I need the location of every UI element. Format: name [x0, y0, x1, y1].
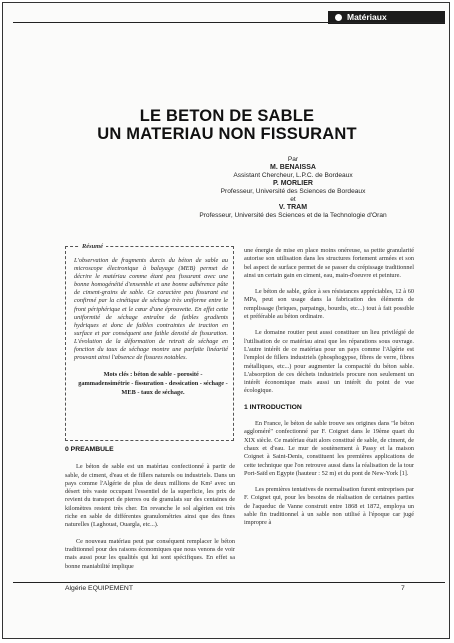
- introduction-heading: 1 INTRODUCTION: [244, 403, 302, 411]
- page-number: 7: [401, 585, 405, 592]
- keywords: Mots clés : béton de sable - porosité - gammadensimétrie - fissuration - dessication - séchage - MEB - taux de séchage.: [78, 371, 228, 396]
- bullet-icon: [335, 14, 342, 21]
- author1-name: M. BENAISSA: [270, 164, 316, 171]
- section-tag-label: Matériaux: [347, 12, 387, 22]
- author2-name: P. MORLIER: [273, 180, 313, 187]
- abstract-text: L'observation de fragments durcis du béton de sable au microscope électronique à balayage (MEB) permet de décrire le matériau comme étant peu fissurant avec une bonne homogénéité d'ensemble et une bonne adhérence pâte de ciment-grains de sable. Ce caractère peu fissurant est confirmé par la cinétique de séchage très uniforme entre le front périphérique et le cœur d'une éprouvette. En effet cette uniformité de séchage entraîne de faibles gradients hydriques et donc de faibles contraintes de traction en surface et par conséquent une faible densité de fissuration. L'évolution de la déformation de retrait de séchage en fonction du taux de séchage montre une parfaite linéarité prouvant ainsi l'absence de fissures notables.: [74, 257, 228, 362]
- author3-name: V. TRAM: [278, 204, 308, 211]
- journal-page: [2, 2, 450, 639]
- author-by: Par: [287, 156, 299, 163]
- preamble-paragraph-1: Le béton de sable est un matériau confectionné à partir de sable, de ciment, d'eau et de fillers naturels ou industriels. Dans un pays comme l'Algérie de plus de deux millions de Km² avec un désert très vaste occupant l'essentiel de la superficie, les prix de revient du transport de pierres ou de granulats sur des centaines de kilomètres restent très cher. En revanche le sol algérien est très riche en sable de différentes granulométries ainsi que des fines naturelles (Laghouat, Ouargla, etc...).: [65, 463, 235, 529]
- author3-affiliation: Professeur, Université des Sciences et de la Technologie d'Oran: [199, 212, 387, 219]
- footer-rule: [13, 582, 445, 583]
- author-and: et: [290, 196, 296, 203]
- header-rule: [13, 22, 445, 23]
- preamble-paragraph-2: Ce nouveau matériau peut par conséquent remplacer le béton traditionnel pour des raisons économiques que nous venons de voir mais aussi pour les qualités qui lui sont spécifiques. En effet sa bonne maniabilité implique: [65, 537, 235, 570]
- abstract-label: Résumé: [79, 243, 106, 250]
- author1-affiliation: Assistant Chercheur, L.P.C. de Bordeaux: [233, 172, 353, 179]
- article-title-line1: LE BETON DE SABLE: [139, 107, 315, 125]
- article-title-line2: UN MATERIAU NON FISSURANT: [97, 125, 357, 143]
- right-paragraph-5: Les premières tentatives de normalisation furent entreprises par F. Coignet qui, pour les besoins de réalisation de certaines parties de l'aqueduc de Vanne construit entre 1868 et 1872, employa un sable fin traditionnel à un sable non utilisé à l'époque car jugé impropre à: [244, 486, 414, 527]
- left-column-body: [65, 446, 235, 578]
- right-column-body: [244, 247, 414, 579]
- right-paragraph-2: Le béton de sable, grâce à ses résistances appréciables, 12 à 60 MPa, peut son usage dans la fabrication des éléments de remplissage (briques, parpaings, bourdis, etc...) tout à fait possible et préférable au béton ordinaire.: [244, 288, 414, 321]
- right-paragraph-1: une énergie de mise en place moins onéreuse, sa petite granularité autorise son utilisation dans les structures fortement armées et son bel aspect de surface permet de se passer du crépissage traditionnel ainsi un certain gain en ciment, eau, main-d'oeuvre et peinture.: [244, 247, 414, 279]
- author2-affiliation: Professeur, Université des Sciences de Bordeaux: [220, 188, 366, 195]
- right-paragraph-4: En France, le béton de sable trouve ses origines dans "le béton aggloméré" confectionné par F. Coignet dans le 19ème quart du XIX siècle. Ce matériau était alors constitué de sable, de ciment, de chaux et d'eau. Le mur de soutènement à Passy et la maison Coignet à Saint-Denis, constituent les premières applications de cette technique que l'on retrouve aussi dans la réalisation de la tour Port-Saïd en Egypte (hauteur : 52 m) et du pont de New-York [1].: [244, 420, 414, 477]
- journal-name: Algérie EQUIPEMENT: [65, 585, 133, 592]
- preamble-heading: 0 PREAMBULE: [65, 446, 114, 453]
- right-paragraph-3: Le domaine routier peut aussi constituer un lieu privilégié de l'utilisation de ce matériau ainsi que les réparations sous ouvrage. L'autre intérêt de ce matériau pour un pays comme l'Algérie est l'emploi de fillers industriels (phosphogypse, fibres de verre, fibres métalliques, etc...) pour augmenter la compacité du béton sable. L'absorption de ces déchets industriels procure non seulement un intérêt économique mais aussi un intérêt du point de vue écologique.: [244, 329, 414, 395]
